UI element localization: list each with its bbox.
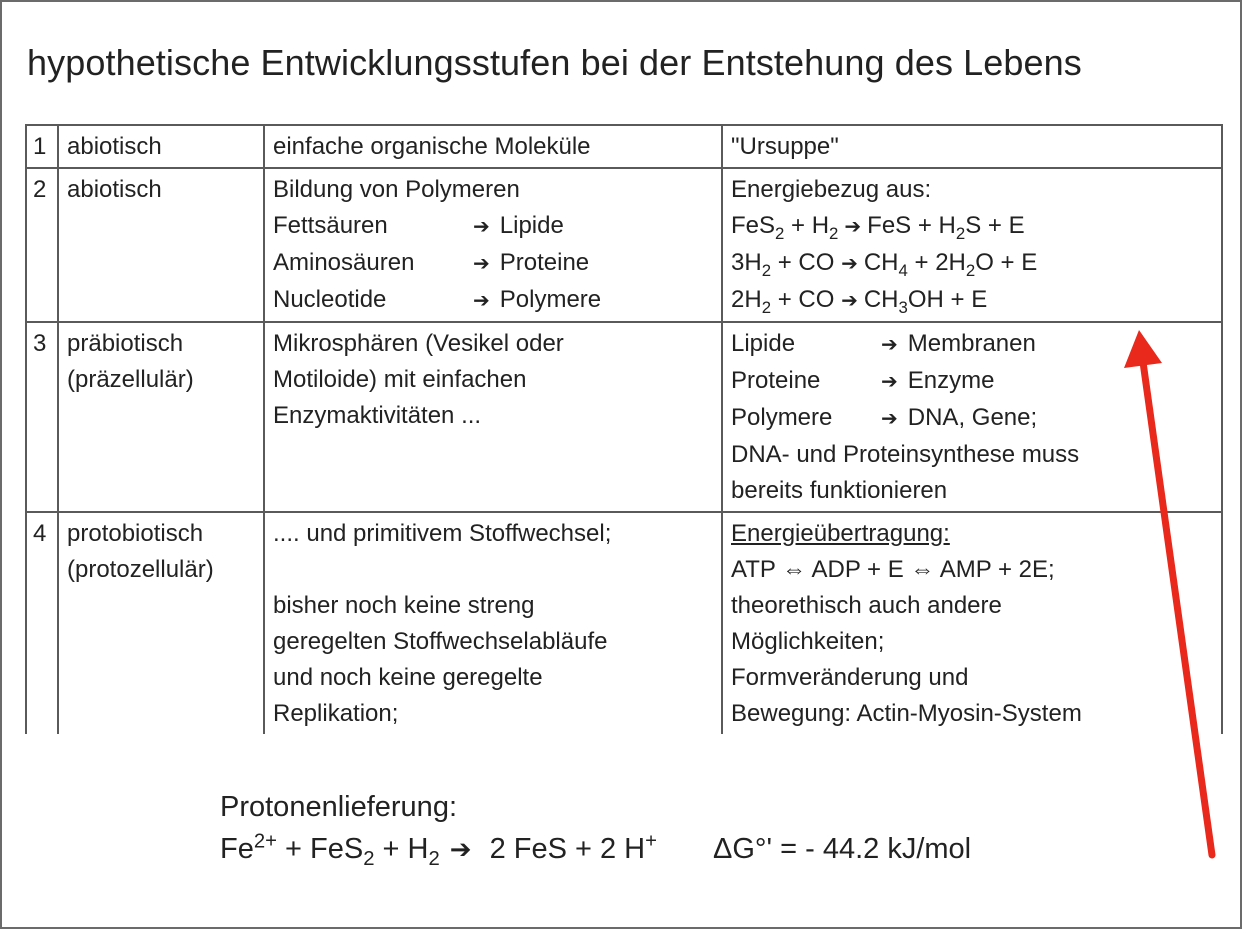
arrow-icon: ➔: [473, 290, 490, 312]
reaction-2: $3H_2$ + CO ➔ $CH_4 + 2H_2O + E$: [731, 245, 1215, 282]
stage-description: Mikrosphären (Vesikel oder Motiloide) mit einfachen Enzymaktivitäten ...: [264, 322, 722, 512]
arrow-icon: ➔: [473, 253, 490, 275]
arrow-icon: ➔: [881, 408, 898, 430]
stage-details: Lipide ➔ Membranen Proteine ➔ Enzyme Polymere ➔ DNA, Gene; DNA- und Proteinsynthese muss bereits funktionieren: [722, 322, 1222, 512]
stage-phase: abiotisch: [58, 125, 264, 168]
arrow-icon: ➔: [844, 216, 862, 238]
reaction-1: $FeS_2 + H_2$ ➔ FeS + $H_2S + E$: [731, 208, 1215, 245]
stage-phase: präbiotisch (präzellulär): [58, 322, 264, 512]
stage-description: .... und primitivem Stoffwechsel; bisher noch keine streng geregelten Stoffwechselabläufe und noch keine geregelte Replikation;: [264, 512, 722, 734]
stage-number: 3: [26, 322, 58, 512]
page-title: hypothetische Entwicklungsstufen bei der Entstehung des Lebens: [27, 42, 1082, 83]
stage-description: Bildung von Polymeren Fettsäuren ➔ Lipide Aminosäuren ➔ Proteine Nucleotide ➔ Polymere: [264, 168, 722, 322]
arrow-icon: ➔: [449, 834, 472, 864]
stage-phase: protobiotisch (protozellulär): [58, 512, 264, 734]
stage-description: einfache organische Moleküle: [264, 125, 722, 168]
stage-number: 4: [26, 512, 58, 734]
protonen-heading: Protonenlieferung:: [220, 791, 457, 823]
stage-number: 2: [26, 168, 58, 322]
stage-details: Energiebezug aus: $FeS_2 + H_2$ ➔ FeS + $H_2S + E$ $3H_2$ + CO ➔ $CH_4 + 2H_2O + E$ $2H_2$ + CO ➔ $CH_3OH + E$: [722, 168, 1222, 322]
stage-details: "Ursuppe": [722, 125, 1222, 168]
delta-g-value: ΔG°' = - 44.2 kJ/mol: [713, 833, 972, 865]
reaction-3: $2H_2$ + CO ➔ $CH_3OH + E$: [731, 282, 1215, 319]
arrow-icon: ➔: [473, 216, 490, 238]
arrow-icon: ➔: [841, 253, 858, 275]
stage-phase: abiotisch: [58, 168, 264, 322]
stage-number: 1: [26, 125, 58, 168]
arrow-icon: ➔: [841, 290, 858, 312]
protonen-equation: $Fe^{2+} + FeS_2 + H_2$ ➔ 2 FeS + 2 H+ ΔG°' = - 44.2 kJ/mol: [220, 828, 971, 870]
stage-details: Energieübertragung: ATP ⇔ ADP + E ⇔ AMP + 2E; theorethisch auch andere Möglichkeiten; Formveränderung und Bewegung: Actin-Myosin-System: [722, 512, 1222, 734]
arrow-icon: ➔: [881, 334, 898, 356]
arrow-icon: ➔: [881, 371, 898, 393]
